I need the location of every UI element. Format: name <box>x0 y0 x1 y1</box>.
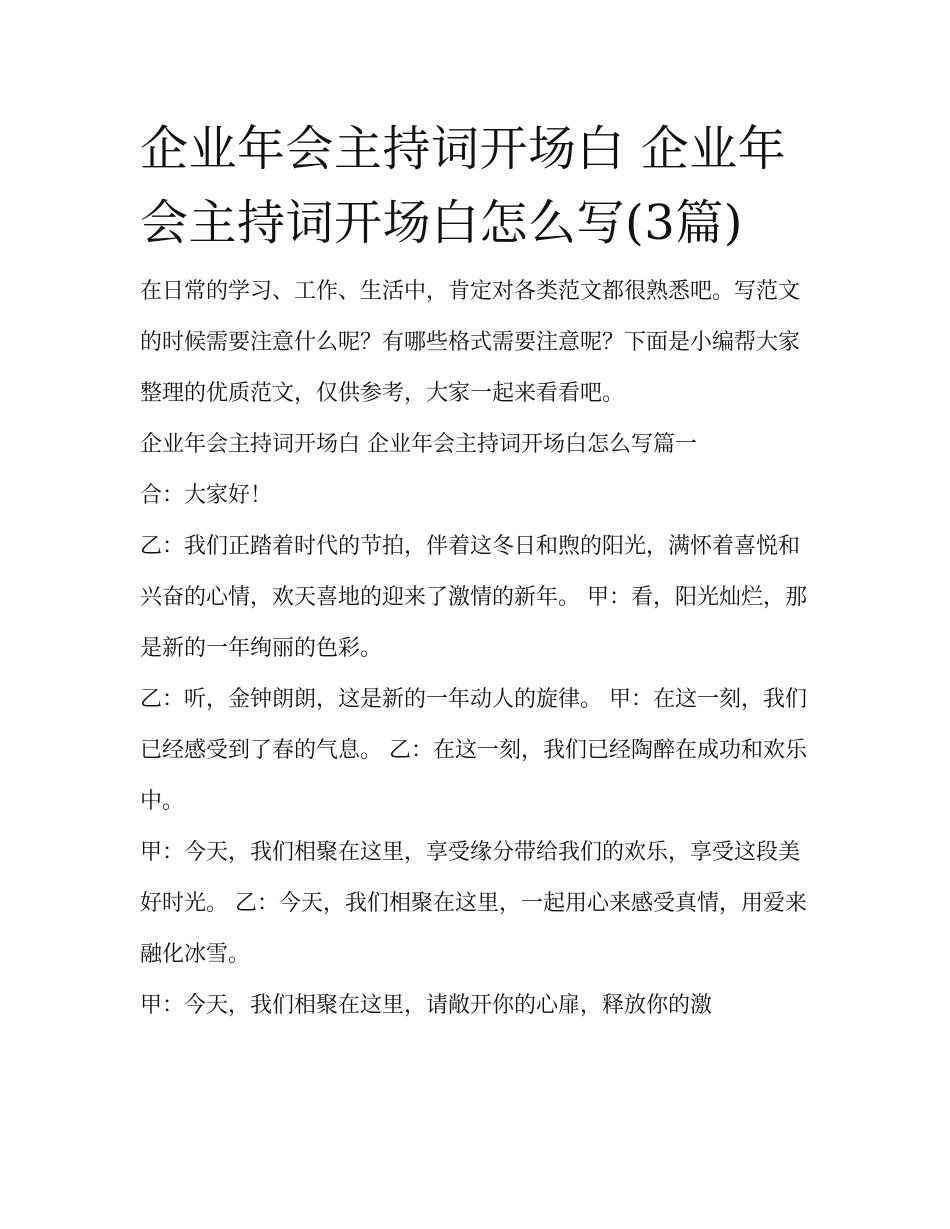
paragraph-dialogue-3: 甲：今天，我们相聚在这里，享受缘分带给我们的欢乐，享受这段美好时光。 乙：今天，我们相聚在这里，一起用心来感受真情，用爱来融化冰雪。 <box>140 840 807 967</box>
paragraph-section-heading: 企业年会主持词开场白 企业年会主持词开场白怎么写篇一 <box>140 432 697 457</box>
document-page <box>140 112 815 1031</box>
document-title: 企业年会主持词开场白 企业年会主持词开场白怎么写(3篇) <box>140 121 787 251</box>
paragraph-dialogue-1: 乙：我们正踏着时代的节拍，伴着这冬日和煦的阳光，满怀着喜悦和兴奋的心情，欢天喜地的迎来了激情的新年。 甲：看，阳光灿烂，那是新的一年绚丽的色彩。 <box>140 534 807 661</box>
paragraph-greeting: 合：大家好！ <box>140 483 273 508</box>
document-body <box>140 266 815 1031</box>
paragraph-dialogue-2: 乙：听，金钟朗朗，这是新的一年动人的旋律。 甲：在这一刻，我们已经感受到了春的气息。 乙：在这一刻，我们已经陶醉在成功和欢乐中。 <box>140 687 807 814</box>
paragraph-intro: 在日常的学习、工作、生活中，肯定对各类范文都很熟悉吧。写范文的时候需要注意什么呢？有哪些格式需要注意呢？下面是小编帮大家整理的优质范文，仅供参考，大家一起来看看吧。 <box>140 279 801 406</box>
paragraph-dialogue-4: 甲：今天，我们相聚在这里，请敞开你的心扉，释放你的激 <box>140 993 713 1018</box>
